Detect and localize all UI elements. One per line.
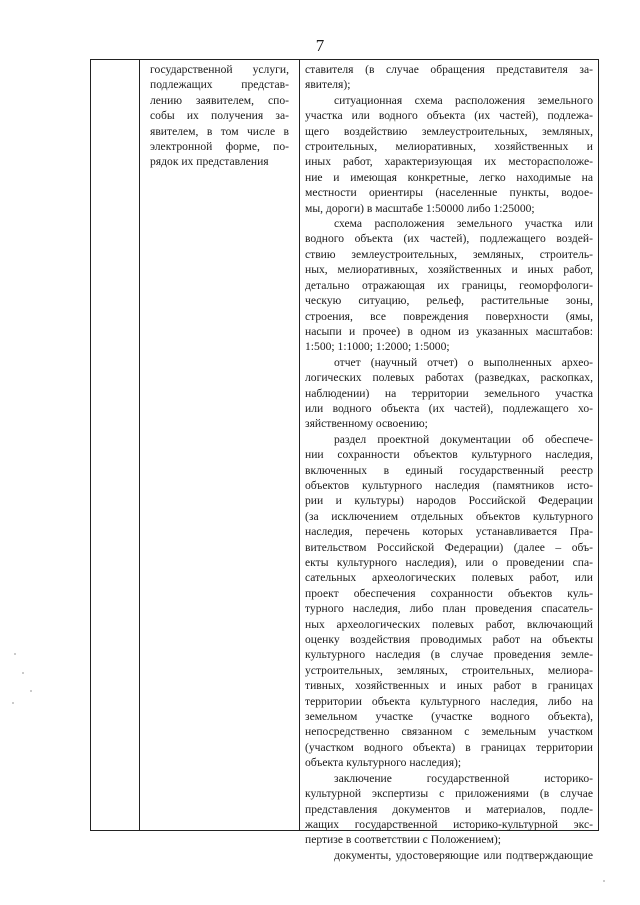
col3-line: явителя); xyxy=(305,78,351,92)
col3-line: территории объекта культурного наследия, либо на xyxy=(305,694,593,708)
col3-line: водного объекта (их частей), подлежащего воздей- xyxy=(305,232,593,246)
col3-line: (за исключением отдельных объектов культурного xyxy=(305,509,593,523)
col3-line: ситуационная схема расположения земельного xyxy=(334,93,593,107)
col3-line: логических полевых работах (разведках, раскопках, xyxy=(305,371,593,385)
col3-line: 1:500; 1:1000; 1:2000; 1:5000; xyxy=(305,340,450,354)
col3-line: раздел проектной документации об обеспече- xyxy=(334,432,593,446)
col2-line: подлежащих представ- xyxy=(150,78,289,92)
col3-line: екты культурного наследия), или о проведении спа- xyxy=(305,556,593,569)
col3-line: ствию землеустроительных, земляных, строитель- xyxy=(305,247,593,261)
col2-line: государственной услуги, xyxy=(150,63,289,76)
col2-line: собы их получения за- xyxy=(150,109,289,123)
col3-line: тивных, хозяйственных и иных работ в границах xyxy=(305,679,593,693)
col3-line: включенных в единый государственный реестр xyxy=(305,463,593,477)
col3-line: отчет (научный отчет) о выполненных архео- xyxy=(334,355,593,369)
col3-line: земельном участке (участке водного объекта), xyxy=(305,710,593,724)
col3-line: ных археологических полевых работ, включающий xyxy=(305,617,593,631)
col3-line: участка или водного объекта (их частей), подлежа- xyxy=(305,109,593,123)
col3-line: наследия, перечень которых устанавливается Пра- xyxy=(305,525,593,539)
col3-line: заключение государственной историко- xyxy=(334,771,593,785)
col2-line: электронной форме, по- xyxy=(150,140,289,154)
col3-line: объектов культурного наследия (памятников исто- xyxy=(305,478,593,492)
col3-line: наблюдении) на территории земельного участка xyxy=(305,386,593,400)
col3-line: строительных, мелиоративных, хозяйственных и xyxy=(305,140,593,154)
col3-line: документы, удостоверяющие или подтверждающие xyxy=(334,848,593,862)
col3-line: нии сохранности объектов культурного наследия, xyxy=(305,448,593,462)
col3-line: жащих государственной историко-культурной экс- xyxy=(305,817,593,831)
col3-line: насыпи и прочее) в одном из указанных масштабов: xyxy=(305,324,593,338)
col2-line: явителем, в том числе в xyxy=(150,124,289,138)
col3-line: оценку воздействия проводимых работ на объекты xyxy=(305,633,593,647)
column-divider-2 xyxy=(299,60,300,830)
col3-line: устроительных, земляных, строительных, мелиора- xyxy=(305,663,593,677)
col3-line: представления документов и материалов, подле- xyxy=(305,802,593,816)
column-3-cell xyxy=(305,62,593,863)
col3-line: рии и культуры) народов Российской Федерации xyxy=(305,494,593,508)
column-2-cell xyxy=(150,62,289,170)
col3-line: мы, дороги) в масштабе 1:50000 либо 1:25000; xyxy=(305,201,535,215)
column-divider-1 xyxy=(139,60,140,830)
requirements-table xyxy=(90,59,599,862)
col3-line: (участком водного объекта) в границах территории xyxy=(305,740,593,754)
col3-line: вительством Российской Федерации) (далее – объ- xyxy=(305,540,593,554)
col3-line: ние и имеющая конкретные, легко находимые на xyxy=(305,170,593,184)
col3-line: строения, все повреждения поверхности (ямы, xyxy=(305,309,593,323)
col3-line: детально отражающая их границы, геоморфологи- xyxy=(305,278,593,292)
col3-line: культурной экспертизы с приложениями (в случае xyxy=(305,787,593,801)
col3-line: местности ориентиры (населенные пункты, водое- xyxy=(305,186,593,200)
col3-line: объекта культурного наследия); xyxy=(305,756,462,770)
col3-line: схема расположения земельного участка или xyxy=(334,217,593,231)
col2-line: лению заявителем, спо- xyxy=(150,93,289,107)
col2-line: рядок их представления xyxy=(150,155,269,169)
col3-line: пертизе в соответствии с Положением); xyxy=(305,833,502,847)
col3-line: турного наследия, либо план проведения спасатель- xyxy=(305,602,593,616)
col3-line: ческую ситуацию, рельеф, растительные зоны, xyxy=(305,294,593,308)
col3-line: культурного наследия (в случае проведения земле- xyxy=(305,648,593,662)
col3-line: щего воздействию землеустроительных, земляных, xyxy=(305,124,593,138)
col3-line: ных, мелиоративных, хозяйственных и иных работ, xyxy=(305,263,593,277)
page-number: 7 xyxy=(315,36,325,55)
col3-line: или водного объекта (их частей), подлежащего хо- xyxy=(305,401,593,415)
col3-line: зяйственному освоению; xyxy=(305,417,428,431)
col3-line: проект обеспечения сохранности объектов куль- xyxy=(305,586,593,600)
col3-line: непосредственно связанном с земельным участком xyxy=(305,725,593,739)
col3-line: иных работ, характеризующая их месторасположе- xyxy=(305,155,593,169)
col3-line: ставителя (в случае обращения представителя за- xyxy=(305,63,593,76)
col3-line: сательных археологических полевых работ, или xyxy=(305,571,593,585)
